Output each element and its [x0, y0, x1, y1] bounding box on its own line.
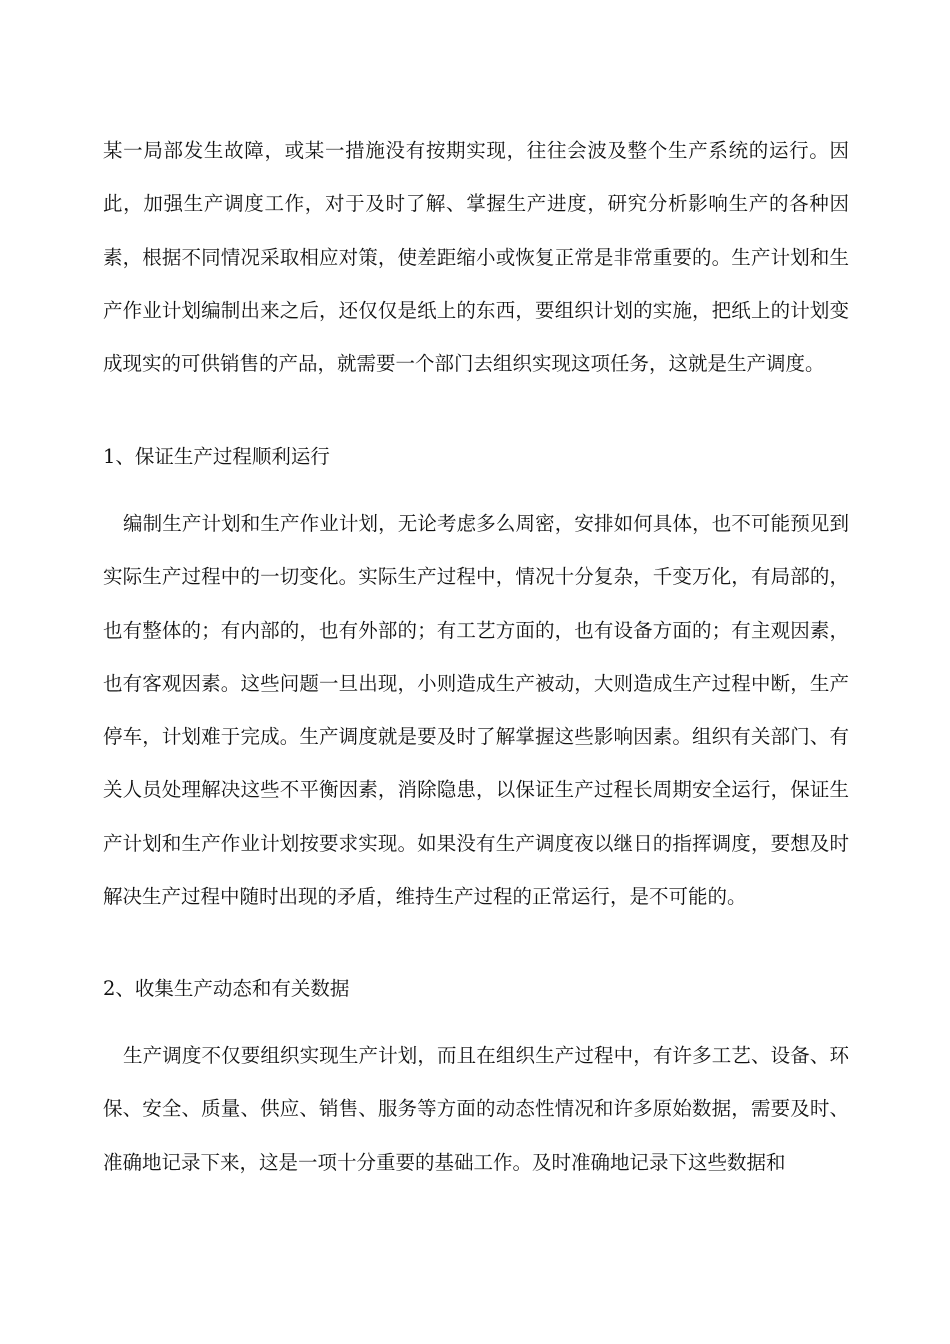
- paragraph-3: 生产调度不仅要组织实现生产计划，而且在组织生产过程中，有许多工艺、设备、环保、安全、质量、供应、销售、服务等方面的动态性情况和许多原始数据，需要及时、准确地记录下来，这是一项十分重要的基础工作。及时准确地记录下这些数据和: [103, 1044, 849, 1174]
- section-heading-1: 1、保证生产过程顺利运行: [103, 445, 330, 468]
- section-heading-2: 2、收集生产动态和有关数据: [103, 977, 350, 1000]
- paragraph-1: 某一局部发生故障，或某一措施没有按期实现，往往会波及整个生产系统的运行。因此，加强生产调度工作，对于及时了解、掌握生产进度，研究分析影响生产的各种因素，根据不同情况采取相应对策，使差距缩小或恢复正常是非常重要的。生产计划和生产作业计划编制出来之后，还仅仅是纸上的东西，要组织计划的实施，把纸上的计划变成现实的可供销售的产品，就需要一个部门去组织实现这项任务，这就是生产调度。: [103, 139, 849, 376]
- paragraph-2: 编制生产计划和生产作业计划，无论考虑多么周密，安排如何具体，也不可能预见到实际生产过程中的一切变化。实际生产过程中，情况十分复杂，千变万化，有局部的，也有整体的；有内部的，也有外部的；有工艺方面的，也有设备方面的；有主观因素，也有客观因素。这些问题一旦出现，小则造成生产被动，大则造成生产过程中断，生产停车，计划难于完成。生产调度就是要及时了解掌握这些影响因素。组织有关部门、有关人员处理解决这些不平衡因素，消除隐患，以保证生产过程长周期安全运行，保证生产计划和生产作业计划按要求实现。如果没有生产调度夜以继日的指挥调度，要想及时解决生产过程中随时出现的矛盾，维持生产过程的正常运行，是不可能的。: [103, 512, 849, 909]
